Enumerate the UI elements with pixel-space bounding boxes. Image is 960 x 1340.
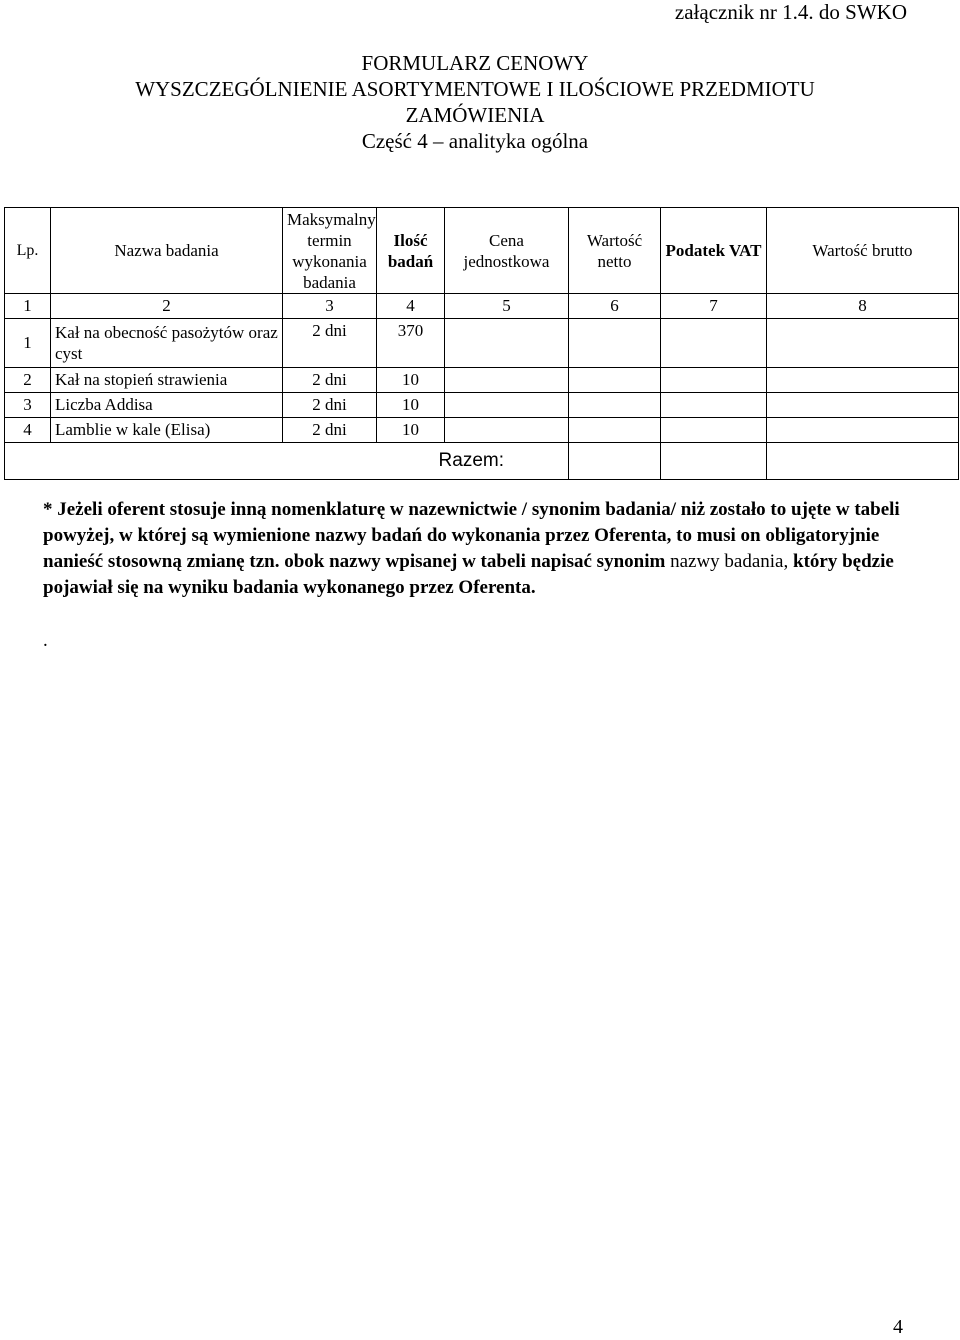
row-name: Liczba Addisa xyxy=(51,393,283,418)
header-gross: Wartość brutto xyxy=(767,208,959,294)
row-qty: 370 xyxy=(377,319,445,368)
header-qty: Ilość badań xyxy=(377,208,445,294)
note-normal-text: nazwy badania, xyxy=(665,551,793,572)
total-row xyxy=(5,443,959,480)
row-term: 2 dni xyxy=(283,418,377,443)
header-net: Wartość netto xyxy=(569,208,661,294)
table-row xyxy=(5,393,959,418)
header-unit-price: Cena jednostkowa xyxy=(445,208,569,294)
form-title xyxy=(0,50,950,154)
row-vat[interactable] xyxy=(661,368,767,393)
row-term: 2 dni xyxy=(283,393,377,418)
column-number: 1 xyxy=(5,294,51,319)
column-number: 4 xyxy=(377,294,445,319)
row-unit-price[interactable] xyxy=(445,319,569,368)
row-unit-price[interactable] xyxy=(445,418,569,443)
row-net[interactable] xyxy=(569,393,661,418)
trailing-dot: . xyxy=(43,630,48,651)
row-term: 2 dni xyxy=(283,368,377,393)
table-row xyxy=(5,368,959,393)
nomenclature-note xyxy=(43,497,923,601)
row-lp: 2 xyxy=(5,368,51,393)
total-vat[interactable] xyxy=(661,443,767,480)
row-net[interactable] xyxy=(569,319,661,368)
column-number: 3 xyxy=(283,294,377,319)
total-gross[interactable] xyxy=(767,443,959,480)
row-unit-price[interactable] xyxy=(445,393,569,418)
column-number-row xyxy=(5,294,959,319)
row-name: Kał na obecność pasożytów oraz cyst xyxy=(51,319,283,368)
column-number: 8 xyxy=(767,294,959,319)
annex-reference: załącznik nr 1.4. do SWKO xyxy=(674,0,907,24)
row-lp: 4 xyxy=(5,418,51,443)
row-net[interactable] xyxy=(569,418,661,443)
row-name: Lamblie w kale (Elisa) xyxy=(51,418,283,443)
title-line: WYSZCZEGÓLNIENIE ASORTYMENTOWE I ILOŚCIOWE PRZEDMIOTU xyxy=(135,77,815,101)
row-term: 2 dni xyxy=(283,319,377,368)
total-label: Razem: xyxy=(5,443,569,480)
price-table xyxy=(4,207,959,480)
column-number: 2 xyxy=(51,294,283,319)
row-qty: 10 xyxy=(377,418,445,443)
row-name: Kał na stopień strawienia xyxy=(51,368,283,393)
row-vat[interactable] xyxy=(661,418,767,443)
column-number: 5 xyxy=(445,294,569,319)
row-net[interactable] xyxy=(569,368,661,393)
title-line: FORMULARZ CENOWY xyxy=(361,51,589,75)
page-number: 4 xyxy=(893,1316,903,1338)
row-lp: 1 xyxy=(5,319,51,368)
header-name: Nazwa badania xyxy=(51,208,283,294)
row-vat[interactable] xyxy=(661,319,767,368)
row-unit-price[interactable] xyxy=(445,368,569,393)
note-bold-end-text: który będzie pojawiał się na wyniku badania wykonanego przez Oferenta. xyxy=(43,551,894,598)
row-lp: 3 xyxy=(5,393,51,418)
note-bold-text: * Jeżeli oferent stosuje inną nomenklaturę w nazewnictwie / synonim badania/ niż zostało to ujęte w tabeli powyżej, w której są wymienione nazwy badań do wykonania przez Oferenta, to musi on obligatoryjnie nanieść stosowną zmianę tzn. obok nazwy wpisanej w tabeli napisać synonim xyxy=(43,499,900,572)
row-gross[interactable] xyxy=(767,368,959,393)
title-line: Część 4 – analityka ogólna xyxy=(361,129,589,153)
row-gross[interactable] xyxy=(767,393,959,418)
header-row xyxy=(5,208,959,294)
column-number: 6 xyxy=(569,294,661,319)
row-gross[interactable] xyxy=(767,418,959,443)
title-line: ZAMÓWIENIA xyxy=(405,103,545,127)
header-vat: Podatek VAT xyxy=(661,208,767,294)
column-number: 7 xyxy=(661,294,767,319)
row-gross[interactable] xyxy=(767,319,959,368)
total-net[interactable] xyxy=(569,443,661,480)
table-row xyxy=(5,418,959,443)
header-term: Maksymalny termin wykonania badania xyxy=(283,208,377,294)
row-vat[interactable] xyxy=(661,393,767,418)
row-qty: 10 xyxy=(377,393,445,418)
table-row xyxy=(5,319,959,368)
header-lp: Lp. xyxy=(5,208,51,294)
row-qty: 10 xyxy=(377,368,445,393)
